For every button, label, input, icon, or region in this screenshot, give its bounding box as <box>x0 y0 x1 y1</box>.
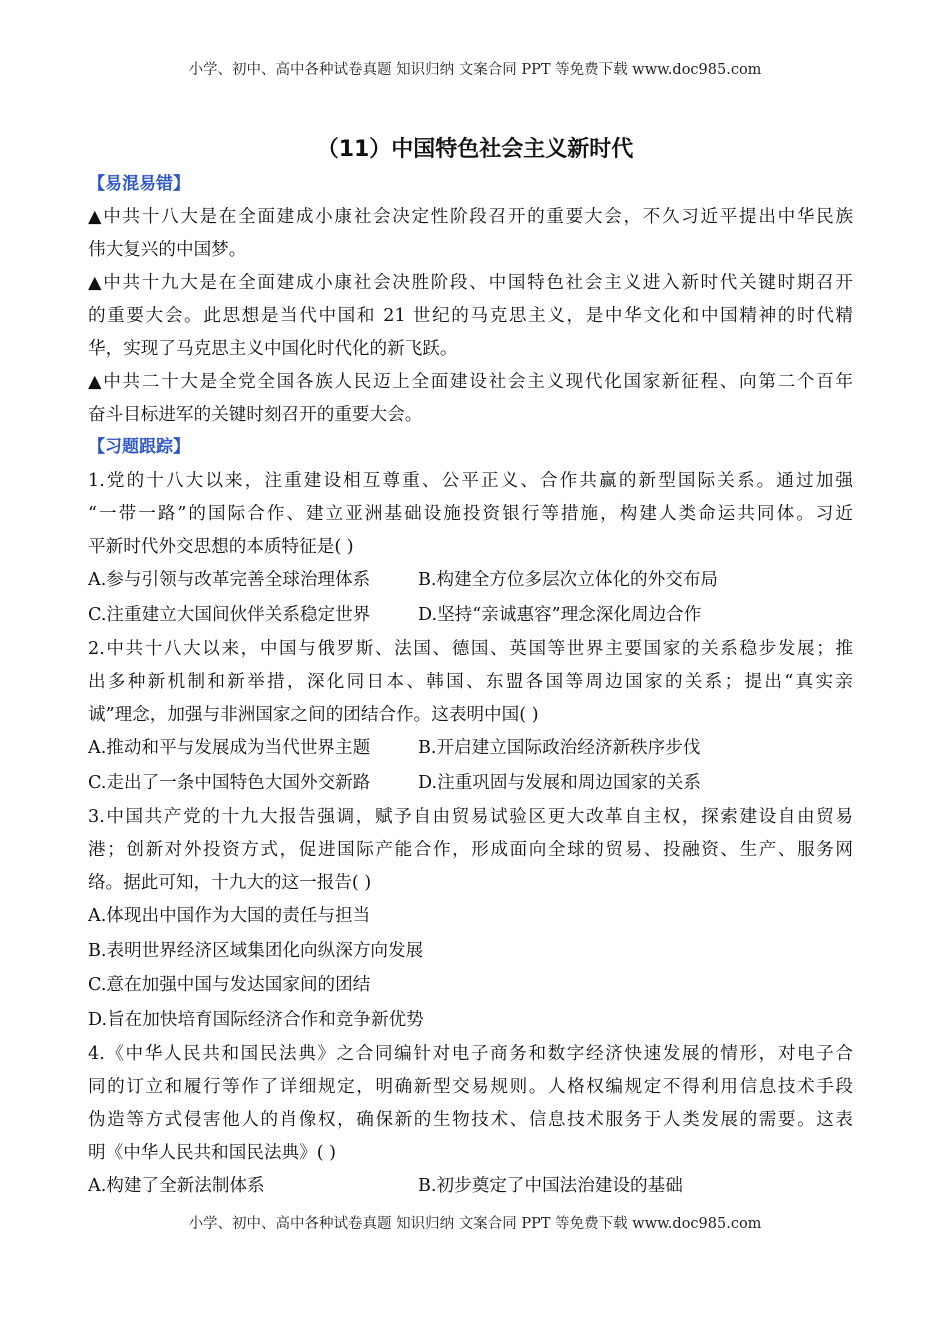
section-heading: 【习题跟踪】 <box>88 437 190 457</box>
question-stem-line: “一带一路”的国际合作、建立亚洲基础设施投资银行等措施，构建人类命运共同体。习近 <box>88 504 853 524</box>
answer-option: B.表明世界经济区域集团化向纵深方向发展 <box>88 940 424 961</box>
answer-option: C.注重建立大国间伙伴关系稳定世界 <box>88 604 371 625</box>
question-stem-line: 3.中国共产党的十九大报告强调，赋予自由贸易试验区更大改革自主权，探索建设自由贸易 <box>88 807 853 827</box>
note-line: 奋斗目标进军的关键时刻召开的重要大会。 <box>88 405 423 425</box>
page-footer: 小学、初中、高中各种试卷真题 知识归纳 文案合同 PPT 等免费下载 www.doc985.com <box>188 1216 762 1232</box>
answer-option: A.构建了全新法制体系 <box>88 1176 265 1196</box>
answer-option: D.旨在加快培育国际经济合作和竞争新优势 <box>88 1009 424 1030</box>
note-line: 伟大复兴的中国梦。 <box>88 240 247 260</box>
answer-option: B.开启建立国际政治经济新秩序步伐 <box>418 738 701 758</box>
note-line: ▲中共十九大是在全面建成小康社会决胜阶段、中国特色社会主义进入新时代关键时期召开 <box>88 273 853 293</box>
note-line: 的重要大会。此思想是当代中国和 21 世纪的马克思主义，是中华文化和中国精神的时代精 <box>88 306 853 326</box>
page-title: （11）中国特色社会主义新时代 <box>316 137 634 162</box>
section-heading: 【易混易错】 <box>88 174 190 194</box>
answer-option: B.初步奠定了中国法治建设的基础 <box>418 1176 683 1196</box>
question-stem-line: 2.中共十八大以来，中国与俄罗斯、法国、德国、英国等世界主要国家的关系稳步发展；推 <box>88 639 853 659</box>
note-line: ▲中共十八大是在全面建成小康社会决定性阶段召开的重要大会，不久习近平提出中华民族 <box>88 207 853 227</box>
question-stem-line: 明《中华人民共和国民法典》( ) <box>88 1143 337 1163</box>
answer-option: D.坚持“亲诚惠容”理念深化周边合作 <box>418 604 702 625</box>
question-stem-line: 诚”理念，加强与非洲国家之间的团结合作。这表明中国( ) <box>88 705 539 725</box>
question-stem-line: 络。据此可知，十九大的这一报告( ) <box>88 873 372 893</box>
note-line: ▲中共二十大是全党全国各族人民迈上全面建设社会主义现代化国家新征程、向第二个百年 <box>88 372 853 392</box>
page-header: 小学、初中、高中各种试卷真题 知识归纳 文案合同 PPT 等免费下载 www.doc985.com <box>188 62 762 78</box>
question-stem-line: 4.《中华人民共和国民法典》之合同编针对电子商务和数字经济快速发展的情形，对电子合 <box>88 1044 853 1064</box>
question-stem-line: 出多种新机制和新举措，深化同日本、韩国、东盟各国等周边国家的关系；提出“真实亲 <box>88 672 853 692</box>
answer-option: B.构建全方位多层次立体化的外交布局 <box>418 570 719 590</box>
answer-option: A.参与引领与改革完善全球治理体系 <box>88 570 371 590</box>
note-line: 华，实现了马克思主义中国化时代化的新飞跃。 <box>88 339 458 359</box>
question-stem-line: 平新时代外交思想的本质特征是( ) <box>88 537 354 557</box>
answer-option: C.意在加强中国与发达国家间的团结 <box>88 975 371 995</box>
answer-option: D.注重巩固与发展和周边国家的关系 <box>418 772 701 793</box>
question-stem-line: 港；创新对外投资方式，促进国际产能合作，形成面向全球的贸易、投融资、生产、服务网 <box>88 840 853 860</box>
question-stem-line: 伪造等方式侵害他人的肖像权，确保新的生物技术、信息技术服务于人类发展的需要。这表 <box>88 1110 853 1130</box>
answer-option: A.推动和平与发展成为当代世界主题 <box>88 738 371 758</box>
answer-option: A.体现出中国作为大国的责任与担当 <box>88 906 371 926</box>
question-stem-line: 同的订立和履行等作了详细规定，明确新型交易规则。人格权编规定不得利用信息技术手段 <box>88 1077 853 1097</box>
answer-option: C.走出了一条中国特色大国外交新路 <box>88 772 371 793</box>
question-stem-line: 1.党的十八大以来，注重建设相互尊重、公平正义、合作共赢的新型国际关系。通过加强 <box>88 471 853 491</box>
